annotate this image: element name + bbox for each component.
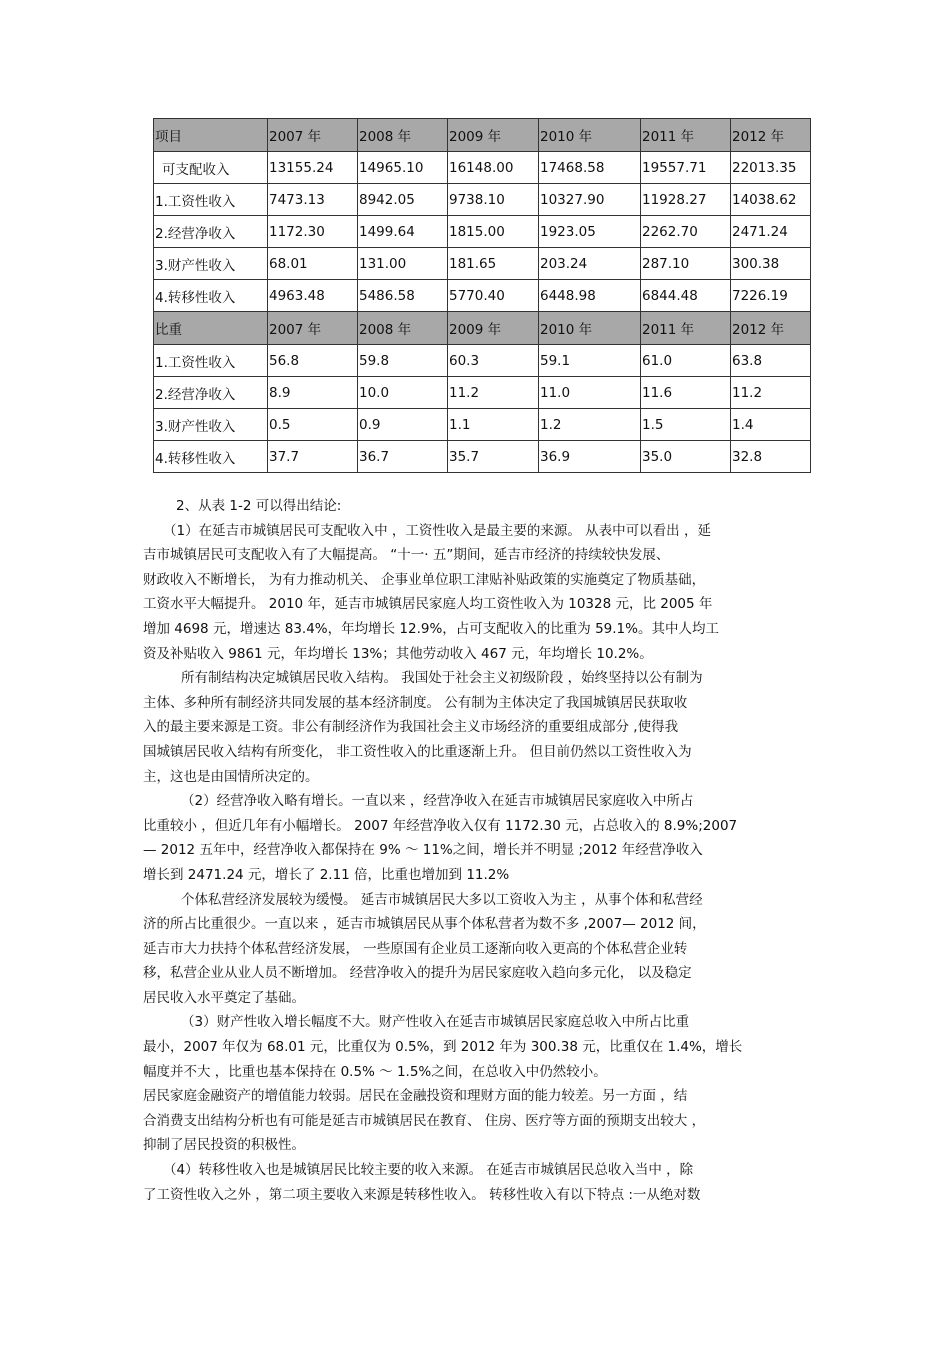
text-line: 济的所占比重很少。一直以来 ，延吉市城镇居民从事个体私营者为数不多 ,2007— 2012 间， [143, 916, 706, 933]
table-cell: 36.7 [358, 441, 448, 473]
income-table [153, 118, 811, 473]
table-cell: 2010 年 [539, 119, 641, 152]
table-row [154, 280, 811, 312]
text-line: 了工资性收入之外 ，第二项主要收入来源是转移性收入。 转移性收入有以下特点 :一从绝对数 [143, 1186, 701, 1203]
text-line: 入的最主要来源是工资。非公有制经济作为我国社会主义市场经济的重要组成部分 ,使得我 [143, 719, 679, 736]
table-cell: 5486.58 [358, 280, 448, 312]
text-line: 合消费支出结构分析也有可能是延吉市城镇居民在教育、 住房、医疗等方面的预期支出较大 ， [143, 1112, 706, 1129]
text-line: 延吉市大力扶持个体私营经济发展， 一些原国有企业员工逐渐向收入更高的个体私营企业转 [143, 940, 688, 957]
row-label-cell: 3.财产性收入 [154, 409, 268, 441]
table-cell: 2012 年 [731, 312, 811, 345]
table-cell: 181.65 [448, 248, 539, 280]
text-line: 国城镇居民收入结构有所变化， 非工资性收入的比重逐渐上升。 但目前仍然以工资性收入为 [143, 743, 692, 760]
table-cell: 11.6 [641, 377, 731, 409]
table-cell: 9738.10 [448, 184, 539, 216]
table-cell: 6448.98 [539, 280, 641, 312]
table-cell: 60.3 [448, 345, 539, 377]
text-line: — 2012 五年中，经营净收入都保持在 9% ～ 11%之间，增长并不明显 ;2012 年经营净收入 [143, 842, 703, 859]
table-cell: 0.9 [358, 409, 448, 441]
table-cell: 1923.05 [539, 216, 641, 248]
table-cell: 7473.13 [268, 184, 358, 216]
text-line: （2）经营净收入略有增长。一直以来 ，经营净收入在延吉市城镇居民家庭收入中所占 [181, 793, 694, 810]
body-text [143, 494, 808, 1207]
table-cell: 11928.27 [641, 184, 731, 216]
text-line: 最小，2007 年仅为 68.01 元，比重仅为 0.5%，到 2012 年为 300.38 元，比重仅在 1.4%，增长 [143, 1039, 743, 1056]
text-line: 抑制了居民投资的积极性。 [143, 1137, 305, 1154]
text-line: 工资水平大幅提升。 2010 年，延吉市城镇居民家庭人均工资性收入为 10328 元，比 2005 年 [143, 596, 713, 613]
table-cell: 2009 年 [448, 312, 539, 345]
table-cell: 2011 年 [641, 119, 731, 152]
table-cell: 7226.19 [731, 280, 811, 312]
text-line: 财政收入不断增长， 为有力推动机关、 企事业单位职工津贴补贴政策的实施奠定了物质基础， [143, 571, 706, 588]
row-label-cell: 4.转移性收入 [154, 441, 268, 473]
table-cell: 1.5 [641, 409, 731, 441]
table-cell: 2008 年 [358, 312, 448, 345]
table-cell: 1499.64 [358, 216, 448, 248]
text-line: 主，这也是由国情所决定的。 [143, 768, 319, 785]
text-line: 比重较小 ，但近几年有小幅增长。 2007 年经营净收入仅有 1172.30 元，占总收入的 8.9%;2007 [143, 817, 738, 834]
table-cell: 22013.35 [731, 152, 811, 184]
table-cell: 131.00 [358, 248, 448, 280]
table-cell: 61.0 [641, 345, 731, 377]
table-cell: 1.4 [731, 409, 811, 441]
row-label-cell: 4.转移性收入 [154, 280, 268, 312]
table-cell: 59.1 [539, 345, 641, 377]
text-line: 幅度并不大 ，比重也基本保持在 0.5% ～ 1.5%之间，在总收入中仍然较小。 [143, 1063, 607, 1080]
table-cell: 6844.48 [641, 280, 731, 312]
table-row [154, 152, 811, 184]
table-header-row [154, 119, 811, 152]
table-header-row [154, 312, 811, 345]
table-cell: 287.10 [641, 248, 731, 280]
text-line: 增加 4698 元，增速达 83.4%，年均增长 12.9%，占可支配收入的比重为 59.1%。其中人均工 [143, 620, 719, 637]
text-line: 吉市城镇居民可支配收入有了大幅提高。 “十一· 五”期间，延吉市经济的持续较快发展、 [143, 547, 670, 564]
text-line: （4）转移性收入也是城镇居民比较主要的收入来源。 在延吉市城镇居民总收入当中 ，除 [163, 1162, 694, 1179]
table-cell: 37.7 [268, 441, 358, 473]
table-cell: 35.0 [641, 441, 731, 473]
table-row [154, 409, 811, 441]
row-label-cell: 比重 [154, 312, 268, 345]
table-cell: 68.01 [268, 248, 358, 280]
row-label-cell: 项目 [154, 119, 268, 152]
text-line: 2、从表 1-2 可以得出结论: [176, 498, 342, 514]
table-cell: 17468.58 [539, 152, 641, 184]
table-cell: 1172.30 [268, 216, 358, 248]
row-label-cell: 1.工资性收入 [154, 184, 268, 216]
table-cell: 8942.05 [358, 184, 448, 216]
text-line: 居民家庭金融资产的增值能力较弱。居民在金融投资和理财方面的能力较差。另一方面 ，结 [143, 1088, 688, 1105]
table-cell: 2012 年 [731, 119, 811, 152]
table-cell: 1.2 [539, 409, 641, 441]
table-cell: 63.8 [731, 345, 811, 377]
table-cell: 2007 年 [268, 312, 358, 345]
table-cell: 2007 年 [268, 119, 358, 152]
table-cell: 14038.62 [731, 184, 811, 216]
row-label-cell: 2.经营净收入 [154, 377, 268, 409]
text-line: 移，私营企业从业人员不断增加。 经营净收入的提升为居民家庭收入趋向多元化， 以及稳定 [143, 965, 692, 982]
text-line: （1）在延吉市城镇居民可支配收入中 ，工资性收入是最主要的来源。 从表中可以看出 ，延 [163, 522, 711, 539]
table-row [154, 377, 811, 409]
row-label-cell: 3.财产性收入 [154, 248, 268, 280]
text-line: （3）财产性收入增长幅度不大。财产性收入在延吉市城镇居民家庭总收入中所占比重 [181, 1014, 690, 1031]
table-cell: 2010 年 [539, 312, 641, 345]
row-label-cell: 1.工资性收入 [154, 345, 268, 377]
table-cell: 10327.90 [539, 184, 641, 216]
table-row [154, 441, 811, 473]
text-line: 资及补贴收入 9861 元，年均增长 13%；其他劳动收入 467 元，年均增长 10.2%。 [143, 645, 653, 662]
text-line: 个体私营经济发展较为缓慢。 延吉市城镇居民大多以工资收入为主 ，从事个体和私营经 [181, 891, 703, 908]
table-cell: 4963.48 [268, 280, 358, 312]
table-cell: 0.5 [268, 409, 358, 441]
table-cell: 19557.71 [641, 152, 731, 184]
table-cell: 2471.24 [731, 216, 811, 248]
text-line: 增长到 2471.24 元，增长了 2.11 倍，比重也增加到 11.2% [143, 866, 510, 883]
table-cell: 14965.10 [358, 152, 448, 184]
table-cell: 16148.00 [448, 152, 539, 184]
text-line: 居民收入水平奠定了基础。 [143, 989, 305, 1006]
table-cell: 11.0 [539, 377, 641, 409]
table-cell: 2009 年 [448, 119, 539, 152]
table-cell: 2011 年 [641, 312, 731, 345]
text-line: 主体、多种所有制经济共同发展的基本经济制度。 公有制为主体决定了我国城镇居民获取收 [143, 694, 688, 711]
table-cell: 1815.00 [448, 216, 539, 248]
table-cell: 203.24 [539, 248, 641, 280]
table-row [154, 345, 811, 377]
table-cell: 300.38 [731, 248, 811, 280]
income-table-body [154, 119, 811, 473]
table-cell: 8.9 [268, 377, 358, 409]
table-cell: 35.7 [448, 441, 539, 473]
row-label-cell: 可支配收入 [154, 152, 268, 184]
table-row [154, 216, 811, 248]
row-label-cell: 2.经营净收入 [154, 216, 268, 248]
table-cell: 56.8 [268, 345, 358, 377]
table-cell: 36.9 [539, 441, 641, 473]
table-cell: 1.1 [448, 409, 539, 441]
table-row [154, 248, 811, 280]
table-cell: 11.2 [731, 377, 811, 409]
table-cell: 32.8 [731, 441, 811, 473]
table-row [154, 184, 811, 216]
table-cell: 5770.40 [448, 280, 539, 312]
table-cell: 2262.70 [641, 216, 731, 248]
text-line: 所有制结构决定城镇居民收入结构。 我国处于社会主义初级阶段 ，始终坚持以公有制为 [181, 670, 703, 687]
table-cell: 2008 年 [358, 119, 448, 152]
table-cell: 11.2 [448, 377, 539, 409]
table-cell: 13155.24 [268, 152, 358, 184]
table-cell: 10.0 [358, 377, 448, 409]
table-cell: 59.8 [358, 345, 448, 377]
